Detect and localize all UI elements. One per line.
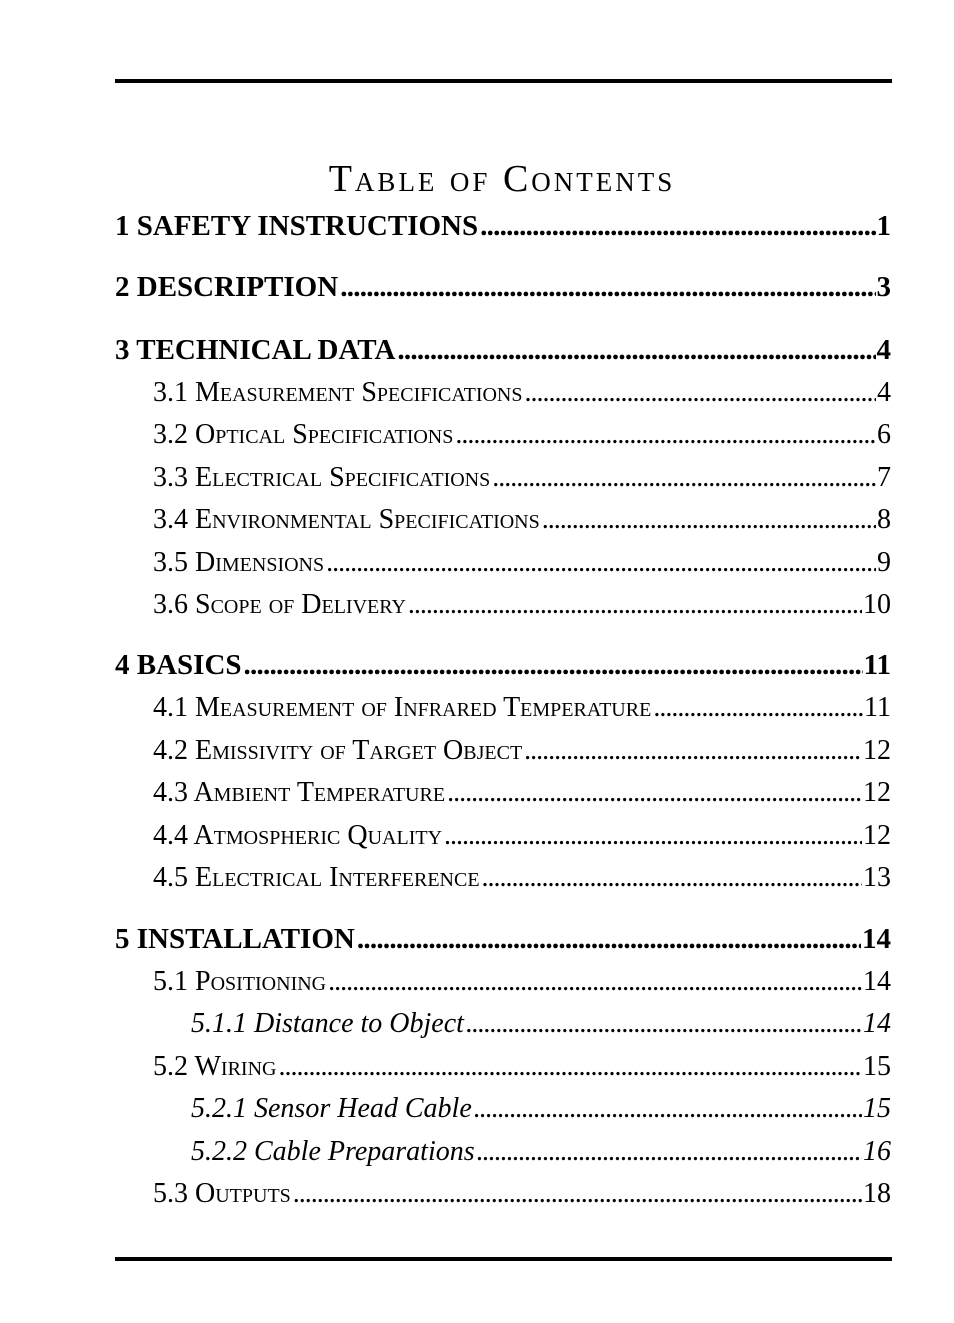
toc-entry-page: 18 [863, 1178, 891, 1209]
toc-entry-label: 4.3 Ambient Temperature [153, 777, 446, 808]
toc-entry-label: 4.1 Measurement of Infrared Temperature [153, 692, 652, 723]
dot-leader [474, 1092, 862, 1126]
dot-leader [492, 461, 876, 495]
toc-entry-page: 15 [863, 1093, 891, 1124]
toc-entry-4-5[interactable] [153, 861, 891, 895]
toc-entry-label: 3.5 Dimensions [153, 547, 325, 578]
toc-entry-label: 4.5 Electrical Interference [153, 862, 480, 893]
toc-entry-label: 5.3 Outputs [153, 1178, 291, 1209]
toc-entry-label: 5.2.1 Sensor Head Cable [191, 1093, 472, 1124]
dot-leader [524, 734, 862, 768]
toc-entry-label: 3.3 Electrical Specifications [153, 462, 491, 493]
toc-entry-page: 9 [877, 547, 891, 578]
dot-leader [542, 503, 876, 537]
dot-leader [326, 546, 876, 580]
dot-leader [653, 691, 863, 725]
toc-entry-label: 2 DESCRIPTION [115, 271, 339, 303]
dot-leader [444, 819, 862, 853]
toc-entry-2[interactable] [115, 270, 891, 304]
dot-leader [293, 1177, 862, 1211]
toc-entry-4-2[interactable] [153, 734, 891, 768]
toc-entry-page: 14 [863, 966, 891, 997]
dot-leader [397, 333, 875, 367]
toc-entry-page: 10 [863, 589, 891, 620]
toc-entry-page: 12 [863, 777, 891, 808]
toc-entry-page: 12 [863, 820, 891, 851]
toc-entry-page: 16 [863, 1136, 891, 1167]
dot-leader [278, 1050, 862, 1084]
toc-entry-label: 1 SAFETY INSTRUCTIONS [115, 210, 479, 242]
toc-entry-5-3[interactable] [153, 1177, 891, 1211]
toc-entry-label: 4.2 Emissivity of Target Object [153, 735, 523, 766]
toc-entry-page: 11 [864, 692, 891, 723]
toc-entry-3-2[interactable] [153, 418, 891, 452]
toc-entry-3-6[interactable] [153, 588, 891, 622]
toc-entry-page: 11 [863, 649, 891, 681]
toc-entry-label: 3.2 Optical Specifications [153, 419, 454, 450]
toc-entry-label: 4.4 Atmospheric Quality [153, 820, 443, 851]
page-title: Table of Contents [328, 158, 676, 201]
toc-entry-5-1[interactable] [153, 965, 891, 999]
toc-entry-label: 3 TECHNICAL DATA [115, 334, 396, 366]
toc-entry-label: 4 BASICS [115, 649, 242, 681]
toc-entry-3-4[interactable] [153, 503, 891, 537]
toc-entry-page: 14 [863, 1008, 891, 1039]
top-rule [115, 79, 892, 83]
dot-leader [244, 648, 863, 682]
dot-leader [455, 418, 876, 452]
dot-leader [357, 922, 861, 956]
toc-entry-page: 14 [862, 923, 891, 955]
toc-entry-page: 4 [877, 377, 891, 408]
dot-leader [447, 776, 862, 810]
dot-leader [466, 1007, 862, 1041]
toc-entry-3-3[interactable] [153, 461, 891, 495]
dot-leader [482, 861, 862, 895]
toc-entry-page: 3 [876, 271, 891, 303]
toc-entry-label: 3.6 Scope of Delivery [153, 589, 406, 620]
toc-entry-page: 1 [876, 210, 891, 242]
toc-entry-label: 5.1.1 Distance to Object [191, 1008, 464, 1039]
toc-entry-label: 5 INSTALLATION [115, 923, 355, 955]
toc-entry-page: 7 [877, 462, 891, 493]
dot-leader [328, 965, 862, 999]
toc-entry-5-2-1[interactable] [191, 1092, 891, 1126]
toc-entry-label: 5.1 Positioning [153, 966, 327, 997]
toc-entry-4-1[interactable] [153, 691, 891, 725]
dot-leader [480, 209, 875, 243]
toc-entry-page: 8 [877, 504, 891, 535]
toc-entry-4[interactable] [115, 648, 891, 682]
toc-entry-4-3[interactable] [153, 776, 891, 810]
toc-entry-label: 3.1 Measurement Specifications [153, 377, 523, 408]
toc-entry-label: 5.2.2 Cable Preparations [191, 1136, 475, 1167]
dot-leader [340, 270, 875, 304]
toc-entry-page: 6 [877, 419, 891, 450]
toc-entry-label: 3.4 Environmental Specifications [153, 504, 540, 535]
toc-entry-3-1[interactable] [153, 376, 891, 410]
toc-entry-5-2-2[interactable] [191, 1135, 891, 1169]
toc-entry-label: 5.2 Wiring [153, 1051, 277, 1082]
toc-entry-1[interactable] [115, 209, 891, 243]
toc-entry-5-2[interactable] [153, 1050, 891, 1084]
toc-entry-5-1-1[interactable] [191, 1007, 891, 1041]
dot-leader [525, 376, 877, 410]
toc-entry-3-5[interactable] [153, 546, 891, 580]
dot-leader [477, 1135, 862, 1169]
dot-leader [408, 588, 862, 622]
toc-entry-5[interactable] [115, 922, 891, 956]
toc-entry-page: 4 [876, 334, 891, 366]
bottom-rule [115, 1257, 892, 1261]
toc-entry-3[interactable] [115, 333, 891, 367]
toc-entry-page: 15 [863, 1051, 891, 1082]
toc-entry-page: 12 [863, 735, 891, 766]
toc-entry-page: 13 [863, 862, 891, 893]
toc-entry-4-4[interactable] [153, 819, 891, 853]
